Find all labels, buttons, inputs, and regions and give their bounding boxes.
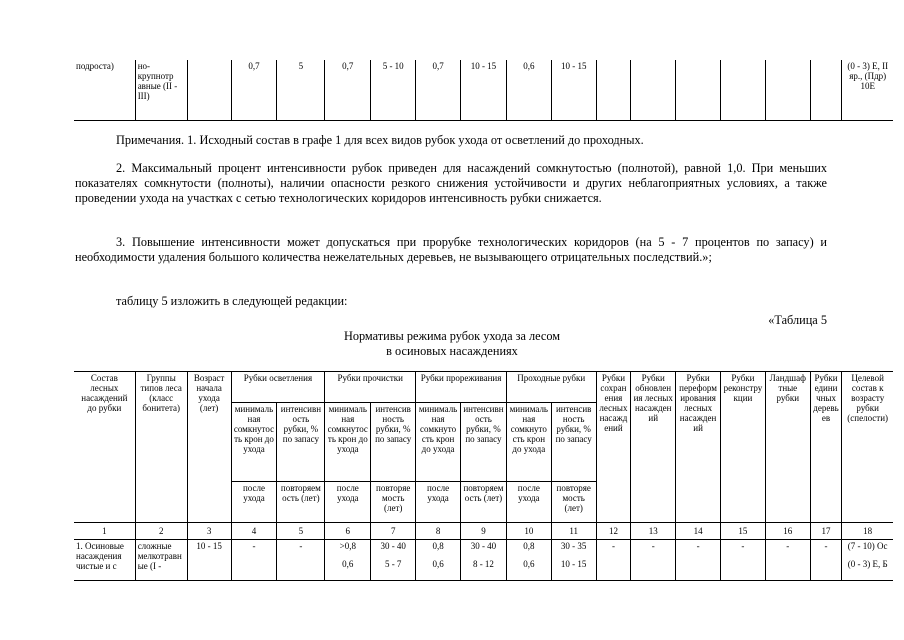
column-number: 3 xyxy=(187,523,231,540)
header-cell: минимальная сомкнутость крон до ухода xyxy=(416,403,461,482)
table-title-line-2: в осиновых насаждениях xyxy=(386,344,518,358)
value-b: 10 - 15 xyxy=(560,559,587,569)
header-cell: Рубки единичных деревьев xyxy=(810,372,842,523)
table-row xyxy=(74,60,893,121)
table-cell xyxy=(842,540,893,581)
column-number: 13 xyxy=(631,523,676,540)
table-5 xyxy=(74,371,893,581)
note-3-text: 3. Повышение интенсивности может допускаться при прорубке технологических коридоров (на 5 - 7 процентов по запасу) и необходимости удаления большого количества нежелательных деревьев, не вызывающего отрицательных последствий.»; xyxy=(75,235,827,264)
table-cell xyxy=(277,540,325,581)
header-cell: Рубки сохранения лесных насаждений xyxy=(596,372,631,523)
value-a: 30 - 40 xyxy=(470,541,497,551)
value-a: 0,8 xyxy=(432,541,444,551)
table-cell: 1. Осиновые насаждения чистые и с xyxy=(74,540,135,581)
table-cell: 10 - 15 xyxy=(187,540,231,581)
header-cell: повторяемость (лет) xyxy=(277,482,325,523)
value-a: 30 - 40 xyxy=(380,541,406,551)
header-cell: Состав лесных насаждений до рубки xyxy=(74,372,135,523)
column-number: 7 xyxy=(371,523,416,540)
table-cell: 10 - 15 xyxy=(551,60,596,121)
value-a: - xyxy=(299,541,303,551)
table-cell xyxy=(506,540,551,581)
table-cell: сложные мелкотравные (I - xyxy=(135,540,187,581)
header-cell: Целевой состав к возрасту рубки (спелости) xyxy=(842,372,893,523)
table-cell xyxy=(721,540,766,581)
column-number: 12 xyxy=(596,523,631,540)
table-cell: 5 - 10 xyxy=(371,60,416,121)
value-a: - xyxy=(651,541,655,551)
table-cell xyxy=(810,60,842,121)
table-cell xyxy=(325,540,371,581)
table-cell xyxy=(596,60,631,121)
value-a: - xyxy=(611,541,615,551)
table-cell xyxy=(596,540,631,581)
table-cell xyxy=(551,540,596,581)
table-cell xyxy=(461,540,507,581)
header-cell: повторяемость (лет) xyxy=(371,482,416,523)
header-cell: интенсивность рубки, % по запасу xyxy=(551,403,596,482)
column-number: 1 xyxy=(74,523,135,540)
table-title xyxy=(0,329,904,359)
table-cell xyxy=(371,540,416,581)
column-number: 6 xyxy=(325,523,371,540)
table-cell: 0,7 xyxy=(325,60,371,121)
header-cell: Проходные рубки xyxy=(506,372,596,403)
column-number: 11 xyxy=(551,523,596,540)
note-3 xyxy=(75,235,827,265)
value-b: 0,6 xyxy=(432,559,444,569)
value-a: (7 - 10) Ос xyxy=(847,541,888,551)
value-b: 5 - 7 xyxy=(384,559,402,569)
header-cell: Рубки переформирования лесных насаждений xyxy=(676,372,721,523)
table-cell xyxy=(631,540,676,581)
header-cell: после ухода xyxy=(416,482,461,523)
value-b: 8 - 12 xyxy=(472,559,494,569)
header-cell: после ухода xyxy=(325,482,371,523)
header-cell: интенсивность рубки, % по запасу xyxy=(461,403,507,482)
table-cell xyxy=(765,60,810,121)
header-cell: Рубки прочистки xyxy=(325,372,416,403)
header-cell: интенсивность рубки, % по запасу xyxy=(371,403,416,482)
header-cell: после ухода xyxy=(506,482,551,523)
header-cell: после ухода xyxy=(231,482,277,523)
value-b: (0 - 3) Е, Б xyxy=(847,559,888,569)
value-b: 0,6 xyxy=(342,559,354,569)
value-a: - xyxy=(252,541,256,551)
column-number: 17 xyxy=(810,523,842,540)
header-cell: Рубки прореживания xyxy=(416,372,507,403)
table-header-row xyxy=(74,372,893,403)
table-row xyxy=(74,540,893,581)
header-cell: Возраст начала ухода (лет) xyxy=(187,372,231,523)
value-b: 0,6 xyxy=(523,559,535,569)
table-cell: подроста) xyxy=(74,60,135,121)
note-2-text: 2. Максимальный процент интенсивности рубок приведен для насаждений сомкнутостью (полнотой), равной 1,0. При меньших показателях сомкнутости (полноты), наличии опасности резкого снижения устойчивости и других неблагоприятных условиях, а также проведении ухода на участках с сетью технологических коридоров интенсивность рубки снижается. xyxy=(75,161,827,205)
header-cell: минимальная сомкнутость крон до ухода xyxy=(506,403,551,482)
column-number: 5 xyxy=(277,523,325,540)
table-cell xyxy=(631,60,676,121)
header-cell: Рубки реконструкции xyxy=(721,372,766,523)
table-cell: 0,7 xyxy=(416,60,461,121)
header-cell: повторяемость (лет) xyxy=(551,482,596,523)
table-cell xyxy=(810,540,842,581)
value-a: - xyxy=(696,541,700,551)
header-cell: интенсивность рубки, % по запасу xyxy=(277,403,325,482)
table-cell xyxy=(231,540,277,581)
table-cell xyxy=(676,540,721,581)
note-2 xyxy=(75,161,827,206)
table-cell xyxy=(765,540,810,581)
header-cell: минимальная сомкнутость крон до ухода xyxy=(325,403,371,482)
table-cell: (0 - 3) Е, II яр., (Пдр) 10Е xyxy=(842,60,893,121)
column-number-row xyxy=(74,523,893,540)
note-1 xyxy=(75,133,827,148)
table-cell: 0,6 xyxy=(506,60,551,121)
header-cell: повторяемость (лет) xyxy=(461,482,507,523)
instruction-text-content: таблицу 5 изложить в следующей редакции: xyxy=(116,294,348,308)
table-cell xyxy=(416,540,461,581)
column-number: 9 xyxy=(461,523,507,540)
table-cell: 0,7 xyxy=(231,60,277,121)
value-a: 30 - 35 xyxy=(560,541,587,551)
column-number: 2 xyxy=(135,523,187,540)
table-cell xyxy=(676,60,721,121)
table-cell: 10 - 15 xyxy=(461,60,507,121)
header-cell: минимальная сомкнутость крон до ухода xyxy=(231,403,277,482)
value-a: >0,8 xyxy=(339,541,356,551)
column-number: 18 xyxy=(842,523,893,540)
column-number: 4 xyxy=(231,523,277,540)
column-number: 16 xyxy=(765,523,810,540)
table-cell: но-крупнотр авные (II - III) xyxy=(135,60,187,121)
header-cell: Ландшафтные рубки xyxy=(765,372,810,523)
value-a: 0,8 xyxy=(523,541,535,551)
column-number: 14 xyxy=(676,523,721,540)
table-cell xyxy=(187,60,231,121)
table-cell: 5 xyxy=(277,60,325,121)
table-title-line-1: Нормативы режима рубок ухода за лесом xyxy=(343,329,561,343)
table-cell xyxy=(721,60,766,121)
column-number: 15 xyxy=(721,523,766,540)
header-cell: Группы типов леса (класс бонитета) xyxy=(135,372,187,523)
column-number: 8 xyxy=(416,523,461,540)
previous-table-fragment xyxy=(74,60,893,121)
value-a: - xyxy=(741,541,745,551)
header-cell: Рубки осветления xyxy=(231,372,325,403)
value-a: - xyxy=(824,541,828,551)
value-a: - xyxy=(786,541,790,551)
instruction-text xyxy=(75,294,827,309)
note-1-text: Примечания. 1. Исходный состав в графе 1 для всех видов рубок ухода от осветлений до проходных. xyxy=(116,133,644,147)
table-label: «Таблица 5 xyxy=(768,313,827,327)
column-number: 10 xyxy=(506,523,551,540)
header-cell: Рубки обновления лесных насаждений xyxy=(631,372,676,523)
